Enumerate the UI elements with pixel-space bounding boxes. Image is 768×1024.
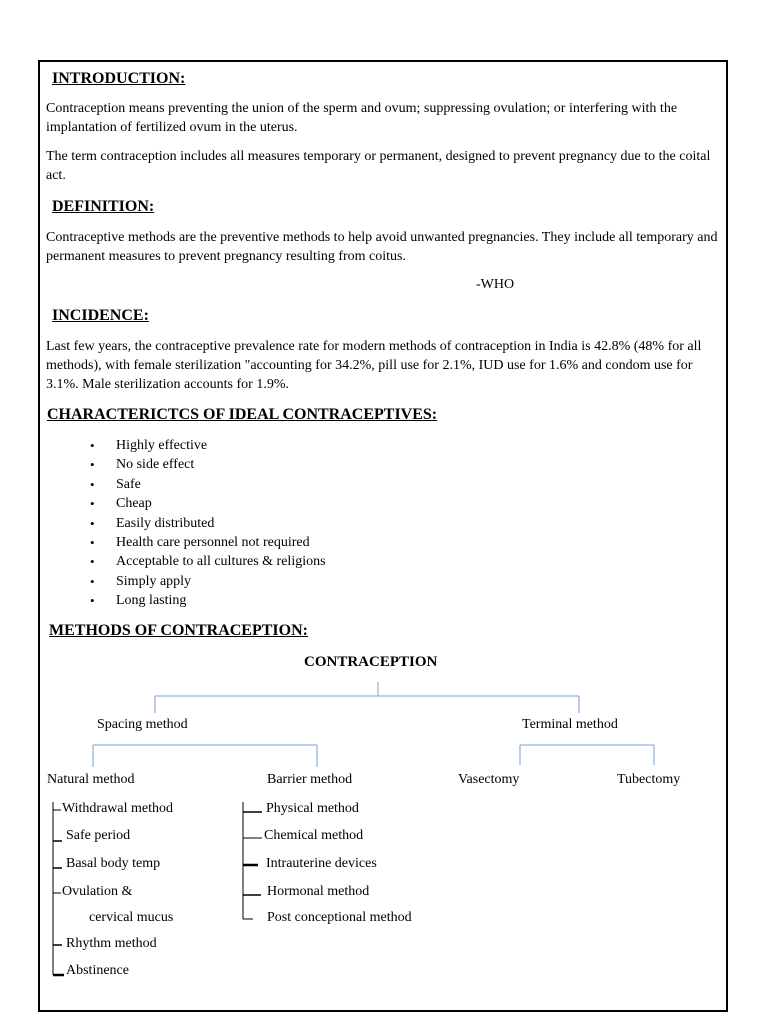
tree-node-terminal-method: Terminal method (522, 717, 618, 732)
natural-item-safe-period: Safe period (66, 828, 131, 843)
list-item: • Cheap (88, 494, 326, 513)
introduction-paragraph-1: Contraception means preventing the union of the sperm and ovum; suppressing ovulation; or interfering with the implantation of fertilized ovum in the uterus. (46, 101, 678, 135)
barrier-item-intrauterine: Intrauterine devices (266, 856, 377, 871)
introduction-paragraph-2: The term contraception includes all measures temporary or permanent, designed to prevent pregnancy due to the coital act. (46, 149, 711, 183)
tree-root-contraception: CONTRACEPTION (304, 654, 438, 670)
tree-node-tubectomy: Tubectomy (617, 772, 681, 787)
natural-item-withdrawal: Withdrawal method (62, 801, 174, 816)
definition-heading: DEFINITION: (52, 198, 155, 215)
barrier-item-physical: Physical method (266, 801, 359, 816)
definition-paragraph: Contraceptive methods are the preventive methods to help avoid unwanted pregnancies. They include all temporary and permanent measures to prevent pregnancy resulting from coitus. (46, 230, 718, 264)
barrier-item-chemical: Chemical method (264, 828, 364, 843)
list-item: • Health care personnel not required (88, 533, 326, 552)
incidence-heading: INCIDENCE: (52, 307, 149, 324)
methods-heading: METHODS OF CONTRACEPTION: (49, 622, 308, 639)
barrier-item-hormonal: Hormonal method (267, 884, 370, 899)
natural-item-basal-body-temp: Basal body temp (66, 856, 161, 871)
definition-source: -WHO (476, 277, 515, 292)
tree-node-spacing-method: Spacing method (97, 717, 188, 732)
barrier-item-post-conceptional: Post conceptional method (267, 910, 412, 925)
tree-node-natural-method: Natural method (47, 772, 135, 787)
natural-item-abstinence: Abstinence (66, 963, 129, 978)
natural-item-ovulation: Ovulation & (62, 884, 133, 899)
list-item: • Easily distributed (88, 514, 326, 533)
characteristics-heading: CHARACTERICTCS OF IDEAL CONTRACEPTIVES: (47, 406, 438, 423)
list-item: • No side effect (88, 455, 326, 474)
tree-node-vasectomy: Vasectomy (458, 772, 520, 787)
natural-item-cervical-mucus: cervical mucus (89, 910, 174, 925)
incidence-paragraph: Last few years, the contraceptive prevalence rate for modern methods of contraception in India is 42.8% (48% for all methods), with female sterilization "accounting for 34.2%, pill use for 2.1%, IUD use for 1.6% and condom use for 3.1%. Male sterilization accounts for 1.9%. (46, 339, 702, 392)
natural-item-rhythm-method: Rhythm method (66, 936, 157, 951)
list-item: • Acceptable to all cultures & religions (88, 552, 326, 571)
list-item: • Simply apply (88, 572, 326, 591)
list-item: • Long lasting (88, 591, 326, 610)
tree-node-barrier-method: Barrier method (267, 772, 353, 787)
list-item: • Highly effective (88, 436, 326, 455)
list-item: • Safe (88, 475, 326, 494)
introduction-heading: INTRODUCTION: (52, 70, 186, 87)
